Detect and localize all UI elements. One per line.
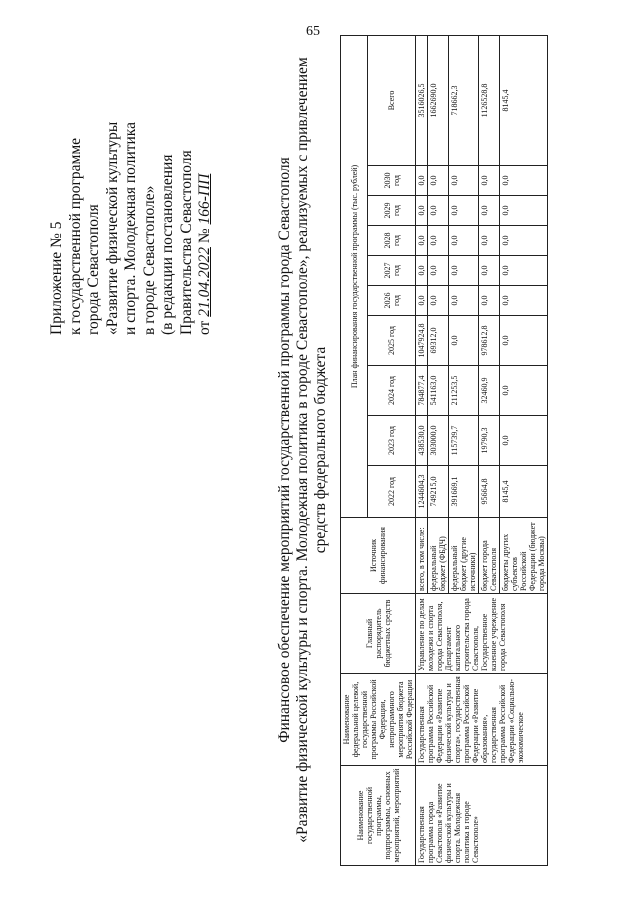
cell-value: 0,0 (449, 256, 479, 286)
appendix-line: (в редакции постановления (159, 154, 176, 335)
cell-value: 0,0 (449, 286, 479, 316)
cell-value: 0,0 (428, 226, 449, 256)
cell-value: 0,0 (416, 226, 428, 256)
cell-value: 0,0 (416, 196, 428, 226)
cell-value: 0,0 (500, 226, 548, 256)
cell-value: 749215,0 (428, 466, 449, 518)
header-year: 2026 год (368, 286, 416, 316)
cell-value: 0,0 (479, 166, 500, 196)
header-year: 2022 год (368, 466, 416, 518)
cell-value: 0,0 (500, 316, 548, 366)
cell-value: 0,0 (449, 166, 479, 196)
cell-value: 0,0 (428, 196, 449, 226)
row-source: бюджет города Севастополя (479, 518, 500, 594)
appendix-header (48, 55, 215, 335)
cell-value: 69312,0 (428, 316, 449, 366)
cell-value: 0,0 (428, 286, 449, 316)
cell-value: 978612,8 (479, 316, 500, 366)
cell-total: 1662690,0 (428, 35, 449, 165)
header-year: 2024 год (368, 366, 416, 416)
header-program-name: Наименование государственной программы, подпрограммы, основных мероприятий, мероприятий (341, 766, 416, 866)
cell-value: 0,0 (416, 256, 428, 286)
cell-total: 1126528,8 (479, 35, 500, 165)
row-federal-program: Государственная программа Российской Федерации «Развитие физической культуры и спорта», государственная программа Российской Федерации «Развитие образования», государственная программа Российской Федерации «Социально-экономическое (416, 674, 548, 766)
appendix-line: города Севастополя (85, 204, 102, 335)
cell-value: 1244604,3 (416, 466, 428, 518)
cell-value: 8145,4 (500, 466, 548, 518)
row-budget-manager: Управление по делам молодежи и спорта города Севастополя, Департамент капитального строительства города Севастополя, Государственное казенное учреждение города Севастополя (416, 594, 548, 674)
cell-total: 8145,4 (500, 35, 548, 165)
header-year: 2027 год (368, 256, 416, 286)
document-title (276, 30, 330, 870)
header-year: 2029 год (368, 196, 416, 226)
cell-value: 438530,0 (416, 416, 428, 466)
cell-value: 303000,0 (428, 416, 449, 466)
header-financing-plan: План финансирования государственной программы (тыс. рублей) (341, 35, 368, 517)
table-header-row (341, 35, 368, 865)
appendix-line: «Развитие физической культуры (103, 121, 121, 335)
header-total: Всего (368, 35, 416, 165)
title-line: средств федерального бюджета (312, 346, 329, 554)
decree-date: 21.04.2022 (196, 247, 213, 317)
cell-value: 541163,0 (428, 366, 449, 416)
cell-value: 0,0 (428, 256, 449, 286)
row-source: федеральный бюджет (другие источники) (449, 518, 479, 594)
appendix-decree-line (196, 55, 215, 335)
header-budget-manager: Главный распорядитель бюджетных средств (341, 594, 416, 674)
title-line: Финансовое обеспечение мероприятий государственной программы города Севастополя (276, 157, 293, 743)
cell-value: 0,0 (449, 226, 479, 256)
rotated-page-content (40, 30, 600, 870)
header-funding-source: Источник финансирования (341, 518, 416, 594)
header-year: 2028 год (368, 226, 416, 256)
appendix-line: Правительства Севастополя (177, 150, 195, 335)
cell-value: 95664,8 (479, 466, 500, 518)
header-federal-program: Наименование федеральной целевой, государственной программы Российской Федерации, непрограммного мероприятия бюджета Российской Федерации (341, 674, 416, 766)
cell-value: 0,0 (500, 366, 548, 416)
cell-value: 0,0 (479, 256, 500, 286)
header-year: 2023 год (368, 416, 416, 466)
decree-number: 166-ПП (196, 173, 213, 225)
table-row (416, 35, 428, 865)
cell-value: 0,0 (479, 196, 500, 226)
header-year: 2025 год (368, 316, 416, 366)
appendix-line: и спорта. Молодежная политика (122, 122, 139, 335)
cell-value: 0,0 (416, 166, 428, 196)
cell-value: 0,0 (428, 166, 449, 196)
cell-value: 0,0 (449, 316, 479, 366)
page-number: 65 (306, 24, 320, 39)
cell-value: 115739,7 (449, 416, 479, 466)
row-source: бюджеты других субъектов Российской Федерации (бюджет города Москвы) (500, 518, 548, 594)
cell-value: 0,0 (500, 166, 548, 196)
cell-value: 1047924,8 (416, 316, 428, 366)
financing-table (340, 35, 548, 866)
cell-value: 0,0 (500, 256, 548, 286)
cell-value: 19790,3 (479, 416, 500, 466)
cell-value: 0,0 (500, 286, 548, 316)
cell-value: 211253,5 (449, 366, 479, 416)
cell-value: 0,0 (500, 196, 548, 226)
cell-value: 32460,9 (479, 366, 500, 416)
header-year: 2030 год (368, 166, 416, 196)
row-source: всего, в том числе: (416, 518, 428, 594)
cell-value: 0,0 (416, 286, 428, 316)
decree-prefix: от (196, 320, 213, 335)
row-program-name: Государственная программа города Севастополя «Развитие физической культуры и спорта. Молодежная политика в городе Севастополе» (416, 766, 548, 866)
appendix-line: в городе Севастополе» (140, 185, 158, 335)
cell-total: 718662,3 (449, 35, 479, 165)
cell-value: 0,0 (479, 226, 500, 256)
cell-value: 0,0 (500, 416, 548, 466)
cell-value: 0,0 (449, 196, 479, 226)
title-line: «Развитие физической культуры и спорта. Молодежная политика в городе Севастополе», реализуемых с привлечением (294, 57, 311, 843)
cell-value: 0,0 (479, 286, 500, 316)
cell-value: 784877,4 (416, 366, 428, 416)
row-source: федеральный бюджет (ФБДЧ) (428, 518, 449, 594)
decree-number-sign: № (196, 228, 213, 244)
cell-value: 391669,1 (449, 466, 479, 518)
appendix-line: Приложение № 5 (48, 221, 65, 335)
appendix-line: к государственной программе (66, 137, 84, 335)
cell-total: 3516026,5 (416, 35, 428, 165)
